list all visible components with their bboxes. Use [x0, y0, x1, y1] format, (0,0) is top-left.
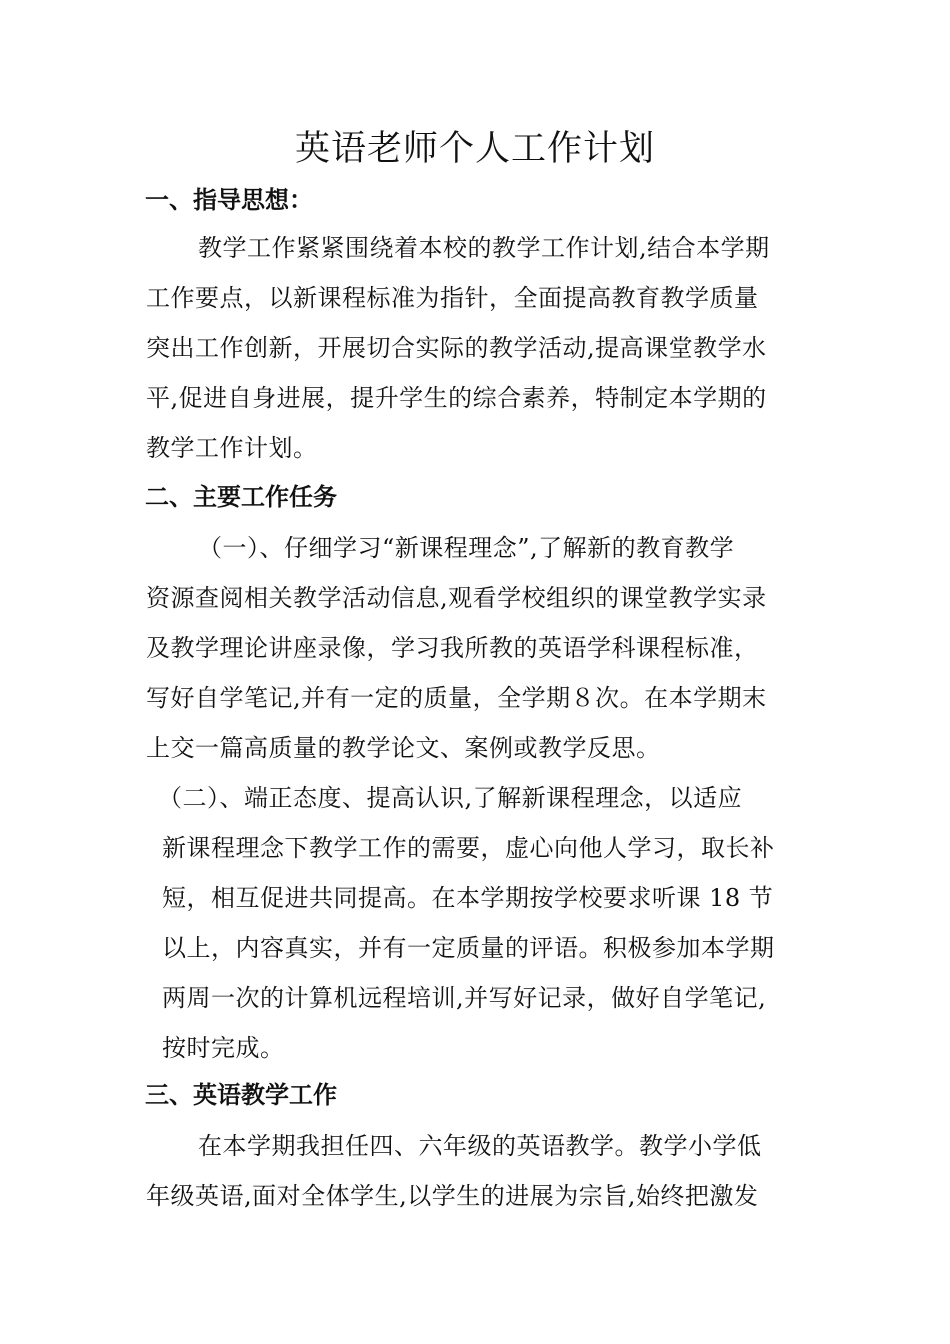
paragraph-line: 以上，内容真实，并有一定质量的评语。积极参加本学期	[162, 934, 775, 962]
paragraph-line: 写好自学笔记,并有一定的质量，全学期８次。在本学期末	[146, 684, 767, 712]
paragraph-line: 工作要点，以新课程标准为指针，全面提高教育教学质量	[146, 284, 759, 312]
section-heading-english-teaching: 三、英语教学工作	[145, 1081, 337, 1109]
paragraph-line: 突出工作创新，开展切合实际的教学活动,提高课堂教学水	[146, 334, 767, 362]
paragraph-line: 年级英语,面对全体学生,以学生的进展为宗旨,始终把激发	[146, 1182, 759, 1210]
paragraph-line: （二）、端正态度、提高认识,了解新课程理念，以适应	[158, 784, 743, 812]
paragraph-line: 在本学期我担任四、六年级的英语教学。教学小学低	[198, 1132, 762, 1160]
paragraph-line: 教学工作计划。	[146, 434, 318, 462]
paragraph-line: 按时完成。	[162, 1034, 285, 1062]
paragraph-line: 短，相互促进共同提高。在本学期按学校要求听课 18 节	[162, 884, 774, 912]
paragraph-line: 及教学理论讲座录像，学习我所教的英语学科课程标准，	[146, 634, 759, 662]
section-heading-main-tasks: 二、主要工作任务	[145, 483, 337, 511]
document-title: 英语老师个人工作计划	[294, 129, 655, 169]
paragraph-line: 新课程理念下教学工作的需要，虚心向他人学习，取长补	[162, 834, 775, 862]
paragraph-line: 上交一篇高质量的教学论文、案例或教学反思。	[146, 734, 661, 762]
paragraph-line: （一）、仔细学习“新课程理念”,了解新的教育教学	[198, 534, 735, 562]
paragraph-line: 资源查阅相关教学活动信息,观看学校组织的课堂教学实录	[146, 584, 767, 612]
section-heading-guiding-ideology: 一、指导思想：	[145, 186, 313, 214]
paragraph-line: 平,促进自身进展，提升学生的综合素养，特制定本学期的	[146, 384, 767, 412]
paragraph-line: 两周一次的计算机远程培训,并写好记录，做好自学笔记,	[162, 984, 767, 1012]
paragraph-line: 教学工作紧紧围绕着本校的教学工作计划,结合本学期	[198, 234, 770, 262]
